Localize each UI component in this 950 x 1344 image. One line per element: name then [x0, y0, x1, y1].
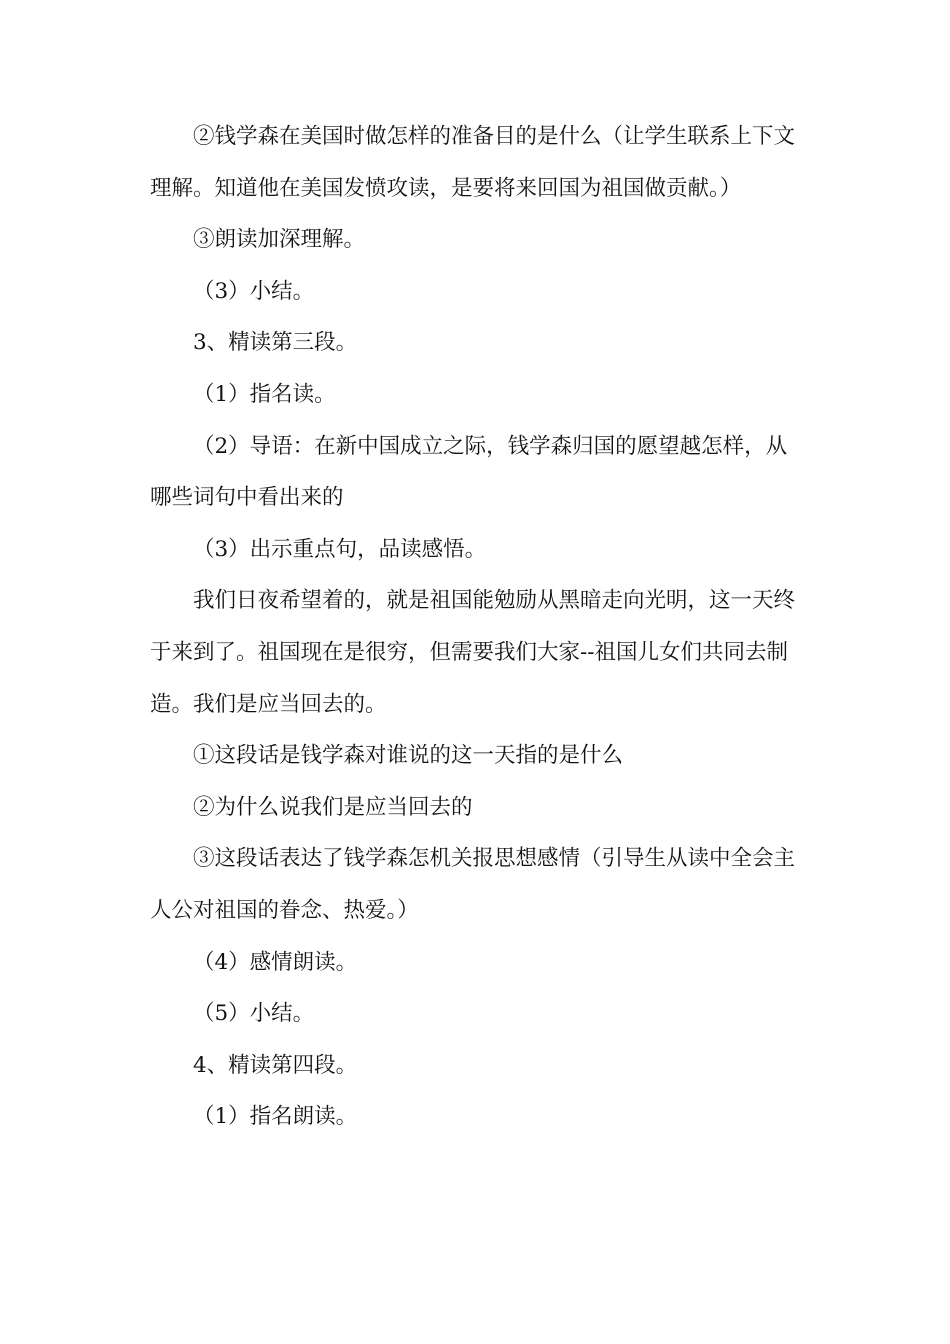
paragraph-summary-5: （5）小结。 — [193, 1001, 315, 1027]
paragraph-key-sentence: （3）出示重点句，品读感悟。 — [193, 536, 487, 562]
paragraph-preparation-question: ②钱学森在美国时做怎样的准备目的是什么（让学生联系上下文理解。知道他在美国发愤攻读，是要将来回国为祖国做贡献。） — [150, 124, 796, 201]
paragraph-question-3: ③这段话表达了钱学森怎机关报思想感情（引导生从读中全会主人公对祖国的眷念、热爱。） — [150, 846, 796, 923]
paragraph-quote: 我们日夜希望着的，就是祖国能勉励从黑暗走向光明，这一天终于来到了。祖国现在是很穷，但需要我们大家--祖国儿女们共同去制造。我们是应当回去的。 — [150, 588, 796, 717]
document-body — [150, 111, 800, 1143]
paragraph-guide-question: （2）导语：在新中国成立之际，钱学森归国的愿望越怎样，从哪些词句中看出来的 — [150, 433, 788, 511]
paragraph-summary-3: （3）小结。 — [193, 278, 315, 304]
heading-section-3: 3、精读第三段。 — [193, 330, 358, 356]
paragraph-named-reading: （1）指名读。 — [193, 381, 336, 407]
paragraph-question-1: ①这段话是钱学森对谁说的这一天指的是什么 — [193, 743, 624, 769]
paragraph-named-reading-aloud: （1）指名朗读。 — [193, 1104, 358, 1130]
paragraph-emotional-reading: （4）感情朗读。 — [193, 949, 358, 975]
paragraph-read-aloud-deepen: ③朗读加深理解。 — [193, 227, 366, 253]
heading-section-4: 4、精读第四段。 — [193, 1052, 358, 1078]
paragraph-question-2: ②为什么说我们是应当回去的 — [193, 794, 473, 820]
